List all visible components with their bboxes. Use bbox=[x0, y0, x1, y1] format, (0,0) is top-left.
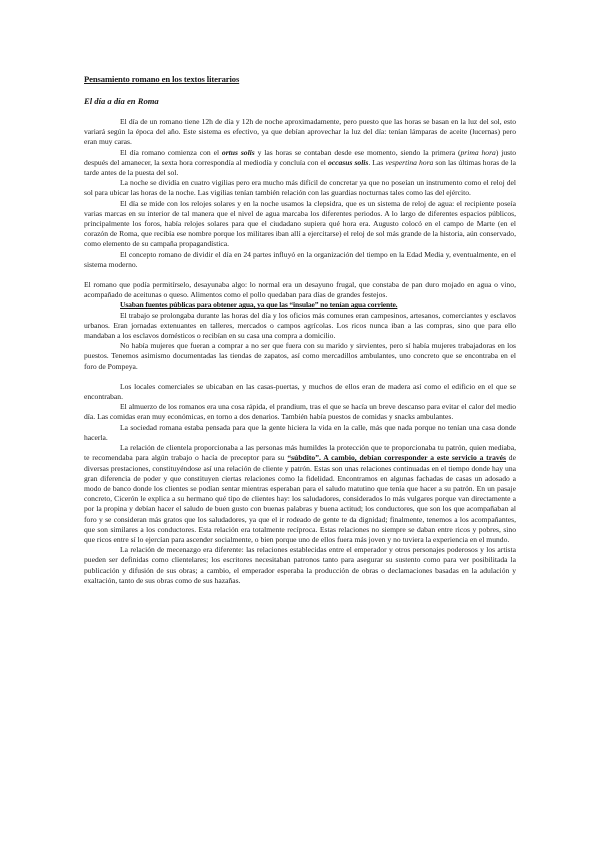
paragraph-text-run: prima hora bbox=[460, 147, 496, 157]
paragraph-text-run: La sociedad romana estaba pensada para que la gente hiciera la vida en la calle, más que nada porque no tenían una casa donde hacerla. bbox=[84, 422, 516, 442]
paragraph bbox=[84, 443, 516, 545]
paragraph-text-run: vespertina hora bbox=[385, 157, 434, 167]
paragraph-text-run: ortus solis bbox=[221, 147, 255, 157]
paragraph-text-run: El concepto romano de dividir el día en 24 partes influyó en la organización del tiempo en la Edad Media y, eventualmente, en el sistema moderno. bbox=[84, 249, 516, 269]
paragraph-text-run: ) justo después del amanecer, la sexta hora correspondía al mediodía y concluía con el bbox=[84, 147, 516, 167]
paragraph-text-run: y las horas se contaban desde ese momento, siendo la primera ( bbox=[254, 147, 461, 157]
paragraph-text-run: La noche se dividía en cuatro vigilias pero era mucho más difícil de concretar ya que no poseían un instrumento como el reloj del sol para ubicar las horas de la noche. Las vigilias tenían también relación con las guardias nocturnas tales como las del ejército. bbox=[84, 178, 516, 198]
paragraph bbox=[84, 280, 516, 300]
paragraph-text-run: El día de un romano tiene 12h de día y 12h de noche aproximadamente, pero puesto que las horas se basan en la luz del sol, esto variará según la época del año. Este sistema es efectivo, ya que debían aprovechar la luz del día: tenían lámparas de aceite (lucernas) pero eran muy caras. bbox=[84, 117, 516, 147]
paragraph-text-run: “súbdito”. A cambio, debían corresponder a este servicio a través bbox=[287, 453, 506, 463]
paragraph-text-run: La relación de mecenazgo era diferente: las relaciones establecidas entre el emperador y otros personajes poderosos y los artista pueden ser definidas como clientelares; los escritores necesitaban patronos tanto para asegurar su sustento como para ver posibilitada la publicación y difusión de sus obras; a cambio, el emperador esperaba la producción de obras o declamaciones basadas en la adulación y exaltación, tanto de sus obras como de sus hazañas. bbox=[84, 545, 516, 585]
document-body bbox=[84, 74, 516, 586]
paragraph bbox=[84, 117, 516, 148]
paragraph bbox=[84, 402, 516, 422]
paragraph-text-run: El romano que podía permitírselo, desayunaba algo: lo normal era un desayuno frugal, que constaba de pan duro mojado en agua o vino, acompañado de aceitunas o queso. Alimentos como el pollo quedaban para días de grandes festejos. bbox=[84, 280, 516, 300]
section-title: El día a día en Roma bbox=[84, 96, 159, 106]
paragraph-text-run: El trabajo se prolongaba durante las horas del día y los oficios más comunes eran campesinos, artesanos, comerciantes y esclavos urbanos. Eran jornadas extenuantes en talleres, mercados o campos agrícolas. Los ricos nunca iban a las compras, sino que para ello mandaban a los esclavos domésticos o recibían en su casa una compra a domicilio. bbox=[84, 310, 516, 341]
paragraph bbox=[84, 341, 516, 372]
paragraph bbox=[84, 423, 516, 443]
paragraph-text-run: La relación de clientela proporcionaba a las personas más humildes la protección que te proporcionaba tu patrón, quien mediaba, te recomendaba para algún trabajo o hacía de preceptor para su bbox=[84, 443, 516, 463]
paragraph-text-run: No había mujeres que fueran a comprar a no ser que fuera con su marido y sirvientes, pero sí había mujeres trabajadoras en los puestos. Tenemos asimismo documentadas las tiendas de zapatos, así como mercadillos ambulantes, uno concreto que se encontraba en el foro de Pompeya. bbox=[84, 341, 516, 371]
paragraph-text-run: Usaban fuentes públicas para obtener agua, ya que las “insulae” no tenían agua corriente. bbox=[120, 300, 398, 310]
paragraph-text-run: de diversas prestaciones, constituyéndose así una relación de cliente y patrón. Estas son unas relaciones continuadas en el tiempo donde hay una gran diferencia de poder y que constituyen ciertas relaciones como la fidelidad. Encontramos en algunas fachadas de casas un adosado a modo de banco donde los clientes se podían sentar mientras esperaban para el saludo matutino que tenía que hacer a su patrón. En un pasaje concreto, Cicerón le explica a su hermano qué tipo de clientes hay: los saludadores, considerados lo más vulgares porque van directamente a por la propina y debían hacer el saludo de buen gusto con buenas palabras y buena actitud; los conductores, que son los que acompañaban al foro y se consideran más gratos que los saludadores, ya que el ir rodeado de gente te da dignidad; finalmente, tenemos a los acompañantes, que son similares a los conductores. Esta relación era totalmente recíproca. Estas relaciones no siempre se daban entre ricos y pobres, sino que ricos entre sí lo ejercían para ascender socialmente, o bien porque uno de ellos fuera más joven y no tuviera la experiencia en el mundo. bbox=[84, 453, 516, 544]
paragraph-text-run: El día romano comienza con el bbox=[120, 147, 222, 157]
paragraph bbox=[84, 311, 516, 342]
paragraph-text-run: son las últimas horas de la tarde antes de la puesta del sol. bbox=[84, 157, 516, 178]
paragraph bbox=[84, 300, 516, 310]
paragraph-text-run: El almuerzo de los romanos era una cosa rápida, el prandium, tras el que se hacía un breve descanso para evitar el calor del medio día. Las comidas eran muy económicas, en torno a dos denarios. También había puestos de comidas y snacks ambulantes. bbox=[84, 402, 516, 422]
paragraph bbox=[84, 545, 516, 586]
paragraph bbox=[84, 148, 516, 179]
paragraph bbox=[84, 178, 516, 198]
paragraph bbox=[84, 250, 516, 270]
paragraph-text-run: El día se mide con los relojes solares y en la noche usamos la clepsidra, que es un sistema de reloj de agua: el recipiente poseía varias marcas en su interior de tal manera que el nivel de agua marcaba los diferentes periodos. A lo largo de diferentes espacios públicos, principalmente los foros, había relojes solares para que el ciudadano supiera qué hora era. Augusto colocó en el campo de Marte (en el corazón de Roma, que recibía ese nombre porque los militares iban allí a ejercitarse) el reloj de sol más grande de la historia, aún conservado, como elemento de su campaña propagandística. bbox=[84, 198, 516, 249]
paragraph bbox=[84, 199, 516, 250]
paragraph bbox=[84, 382, 516, 402]
document-title: Pensamiento romano en los textos literarios bbox=[84, 74, 240, 84]
paragraph-text-run: . Las bbox=[368, 157, 386, 167]
paragraph-list bbox=[84, 117, 516, 586]
paragraph-text-run: occasus solis bbox=[327, 157, 369, 167]
paragraph-text-run: Los locales comerciales se ubicaban en las casas-puertas, y muchos de ellos eran de madera así como el edificio en el que se encontraban. bbox=[84, 381, 516, 402]
